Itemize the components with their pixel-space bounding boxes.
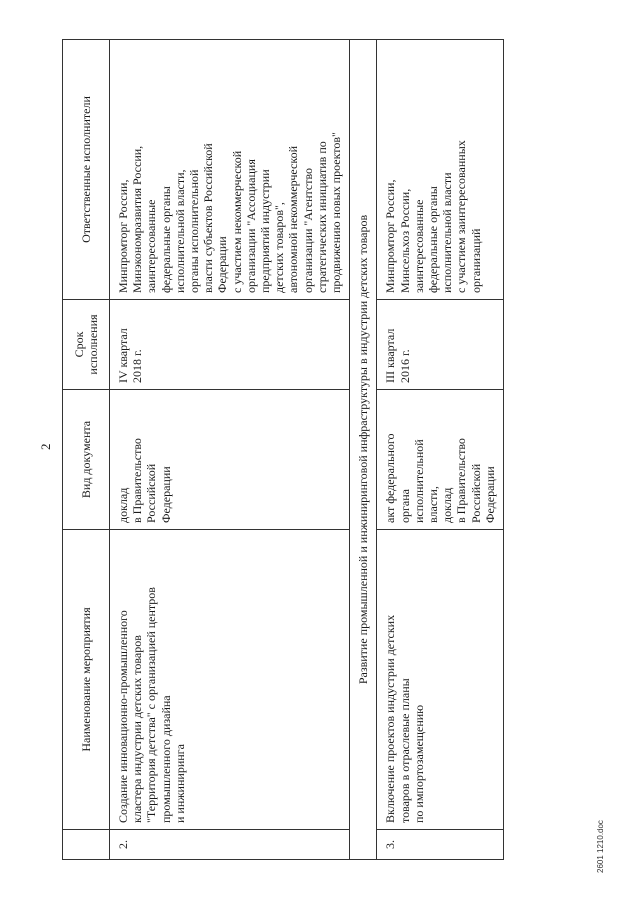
row-deadline: IV квартал 2018 г. [110,300,350,390]
page-number: 2 [38,443,53,450]
row-measure-name: Включение проектов индустрии детских товаров в отраслевые планы по импортозамещению [377,530,504,830]
rotated-table-container [62,40,582,860]
table-row [110,40,350,860]
section-row [350,40,377,860]
table-header-row [63,40,110,860]
row-number: 3. [377,830,504,860]
header-responsible: Ответственные исполнители [63,40,110,300]
row-responsible: Минпромторг России, Минэкономразвития России, заинтересованные федеральные органы исполнительной власти, органы исполнительной власти субъектов Российской Федерации с участием некоммерческой организации "Ассоциация предприятий индустрии детских товаров", автономной некоммерческой организации "Агентство стратегических инициатив по продвижению новых проектов" [110,40,350,300]
header-deadline: Срок исполнения [63,300,110,390]
measures-table [62,39,504,860]
header-document-type: Вид документа [63,390,110,530]
row-document-type: доклад в Правительство Российской Федерации [110,390,350,530]
header-number [63,830,110,860]
row-number: 2. [110,830,350,860]
document-file-note: 2601 1210.doc [596,820,605,873]
row-responsible: Минпромторг России, Минсельхоз России, заинтересованные федеральные органы исполнительной власти с участием заинтересованных организаций [377,40,504,300]
row-document-type: акт федерального органа исполнительной власти, доклад в Правительство Российской Федерации [377,390,504,530]
header-measure-name: Наименование мероприятия [63,530,110,830]
row-measure-name: Создание инновационно-промышленного кластера индустрии детских товаров "Территория детства" с организацией центров промышленного дизайна и инжиниринга [110,530,350,830]
row-deadline: III квартал 2016 г. [377,300,504,390]
table-row [377,40,504,860]
section-title: Развитие промышленной и инжиниринговой инфраструктуры в индустрии детских товаров [350,40,377,860]
